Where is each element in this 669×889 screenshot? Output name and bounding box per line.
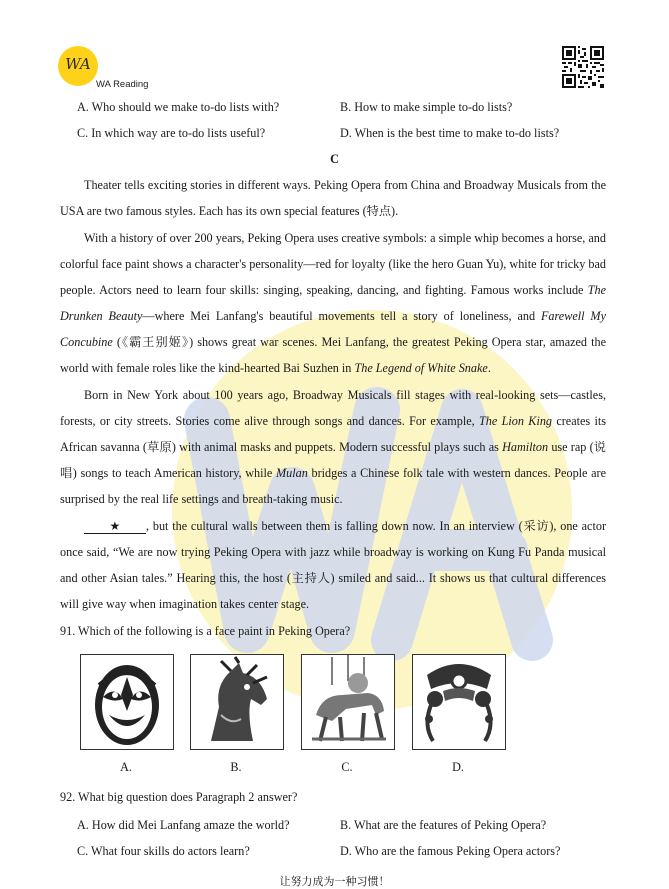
brand-name: WA Reading	[96, 79, 149, 90]
paragraph-4	[60, 513, 606, 617]
answer-blank-star: ★	[84, 519, 146, 534]
paragraph-2-text: With a history of over 200 years, Peking Opera uses creative symbols: a simple whip becomes a horse, and colorful face paint shows a character's personality—red for loyalty (like the hero Guan Yu), white for tricky bad people. Actors need to learn four skills: singing, speaking, dancing, and fighting. Famous works include	[60, 231, 606, 298]
paragraph-2-text: .	[487, 361, 491, 376]
question-92-option-a: A. How did Mei Lanfang amaze the world?	[77, 818, 290, 832]
question-92-stem: 92. What big question does Paragraph 2 answer?	[60, 790, 298, 804]
paragraph-3-text: bridges a Chinese folk tale with western dances. People are surprised by the real life settings and breath-taking music.	[60, 466, 606, 507]
paragraph-1-text: Theater tells exciting stories in different ways. Peking Opera from China and Broadway Musicals from the USA are two famous styles. Each has its own special features (特点).	[60, 178, 606, 219]
paragraph-3-text: creates its African savanna (草原) with animal masks and puppets. Modern successful plays such as	[60, 414, 607, 455]
wa-logo	[58, 46, 98, 86]
title-drunken-beauty: The Drunken Beauty	[60, 283, 606, 324]
title-hamilton: Hamilton	[502, 440, 549, 455]
option-c-puppet-figure-image	[301, 654, 395, 750]
option-b-label: B.	[230, 760, 242, 774]
option-d-crown-headdress-image	[412, 654, 506, 750]
paragraph-4-text: , but the cultural walls between them is falling down now. In an interview (采访), one actor once said, “We are now trying Peking Opera with jazz while broadway is working on Kung Fu Panda musical and other Asian tales.” Hearing this, the host (主持人) smiled and said... It shows us that cultural differences will give way when imagination takes center stage.	[60, 519, 606, 612]
qr-code-icon	[562, 46, 604, 88]
option-a-opera-mask-image	[80, 654, 174, 750]
title-mulan: Mulan	[275, 466, 308, 481]
option-d-label: D.	[452, 760, 464, 774]
question-92-option-d: D. Who are the famous Peking Opera actors?	[340, 844, 561, 858]
option-a-label: A.	[120, 760, 132, 774]
paragraph-2-text: (《霸王别姬》) shows great war scenes. Mei Lanfang, the greatest Peking Opera star, amazed the world with female roles like the kind-hearted Bai Suzhen in	[60, 335, 606, 376]
prev-option-d: D. When is the best time to make to-do lists?	[340, 126, 560, 140]
option-b-horse-head-image	[190, 654, 284, 750]
title-lion-king: The Lion King	[479, 414, 553, 429]
prev-option-a: A. Who should we make to-do lists with?	[77, 100, 280, 114]
paragraph-2	[60, 225, 606, 382]
paragraph-1	[60, 172, 606, 224]
title-legend-of-white-snake: The Legend of White Snake	[354, 361, 488, 376]
question-91-stem: 91. Which of the following is a face paint in Peking Opera?	[60, 624, 351, 638]
paragraph-3-text: use rap (说唱) songs to teach American history, while	[60, 440, 606, 481]
paragraph-2-text: —where Mei Lanfang's beautiful movements tell a story of loneliness, and	[142, 309, 541, 324]
paragraph-3-text: Born in New York about 100 years ago, Broadway Musicals fill stages with real-looking sets—castles, forests, or city streets. Stories come alive through songs and dances. For example,	[60, 388, 606, 429]
option-c-label: C.	[341, 760, 353, 774]
prev-option-c: C. In which way are to-do lists useful?	[77, 126, 266, 140]
footer-motto: 让努力成为一种习惯！	[279, 876, 390, 888]
title-farewell-my-concubine: Farewell My Concubine	[60, 309, 606, 350]
paragraph-3	[60, 382, 606, 512]
prev-option-b: B. How to make simple to-do lists?	[340, 100, 513, 114]
question-92-option-c: C. What four skills do actors learn?	[77, 844, 250, 858]
wa-logo-text: WA	[65, 55, 91, 73]
question-92-option-b: B. What are the features of Peking Opera?	[340, 818, 547, 832]
section-label: C	[330, 152, 339, 166]
